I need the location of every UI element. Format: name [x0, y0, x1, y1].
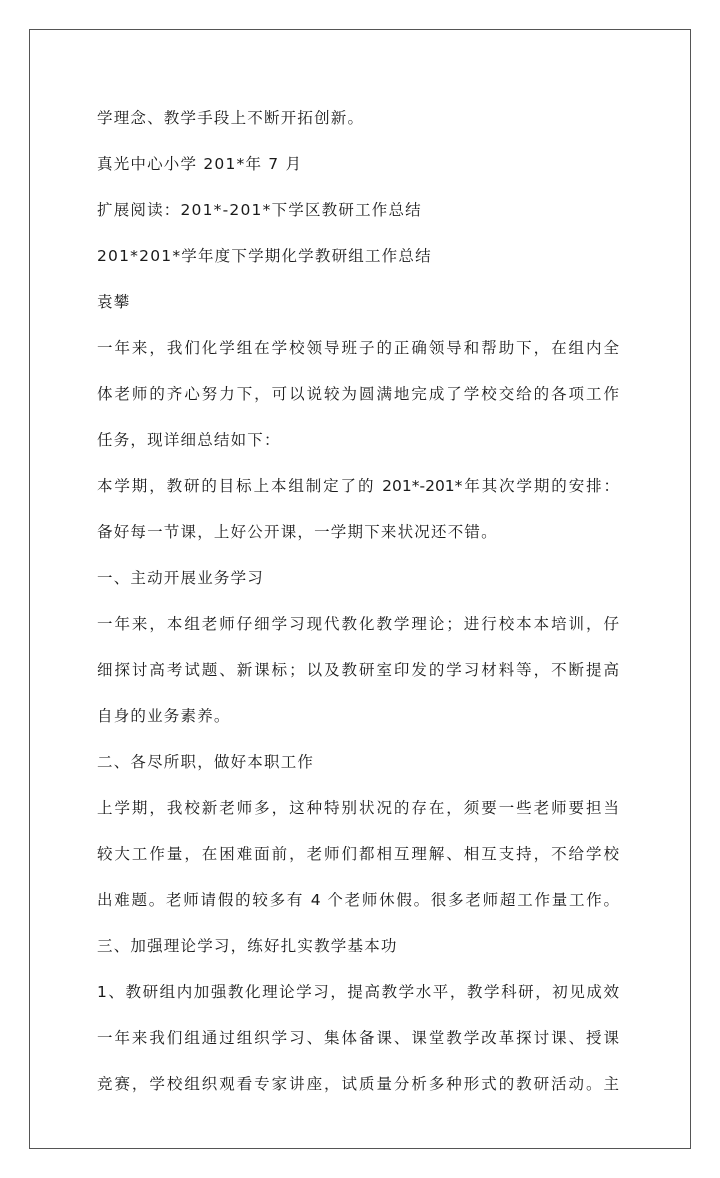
section-heading: 三、加强理论学习，练好扎实教学基本功: [97, 937, 398, 955]
text-line: 任务，现详细总结如下：: [97, 431, 281, 449]
text-line: 上学期，我校新老师多，这种特别状况的存在，须要一些老师要担当: [97, 799, 619, 817]
text-line: 一年来我们组通过组织学习、集体备课、课堂教学改革探讨课、授课: [97, 1029, 619, 1047]
text-line: 1、教研组内加强教化理论学习，提高教学水平，教学科研，初见成效: [97, 983, 619, 1001]
text-line: 一年来，本组老师仔细学习现代教化教学理论；进行校本本培训，仔: [97, 615, 619, 633]
extended-reading-line: 扩展阅读：201*-201*下学区教研工作总结: [97, 201, 422, 219]
text-line: 较大工作量，在困难面前，老师们都相互理解、相互支持，不给学校: [97, 845, 619, 863]
text-line: 本学期，教研的目标上本组制定了的 201*-201*年其次学期的安排：: [97, 477, 619, 495]
text-line: 细探讨高考试题、新课标；以及教研室印发的学习材料等，不断提高: [97, 661, 619, 679]
text-line: 体老师的齐心努力下，可以说较为圆满地完成了学校交给的各项工作: [97, 385, 619, 403]
text-line: 自身的业务素养。: [97, 707, 231, 725]
text-line: 竞赛，学校组织观看专家讲座，试质量分析多种形式的教研活动。主: [97, 1075, 619, 1093]
text-line: 学理念、教学手段上不断开拓创新。: [97, 109, 365, 127]
date-line: 真光中心小学 201*年 7 月: [97, 155, 303, 173]
section-heading: 二、各尽所职，做好本职工作: [97, 753, 315, 771]
document-body: [97, 106, 627, 1118]
text-line: 备好每一节课，上好公开课，一学期下来状况还不错。: [97, 523, 498, 541]
author-name: 袁攀: [97, 293, 131, 311]
text-line: 一年来，我们化学组在学校领导班子的正确领导和帮助下，在组内全: [97, 339, 619, 357]
text-line: 出难题。老师请假的较多有 4 个老师休假。很多老师超工作量工作。: [97, 891, 619, 909]
document-title: 201*201*学年度下学期化学教研组工作总结: [97, 247, 432, 265]
section-heading: 一、主动开展业务学习: [97, 569, 265, 587]
